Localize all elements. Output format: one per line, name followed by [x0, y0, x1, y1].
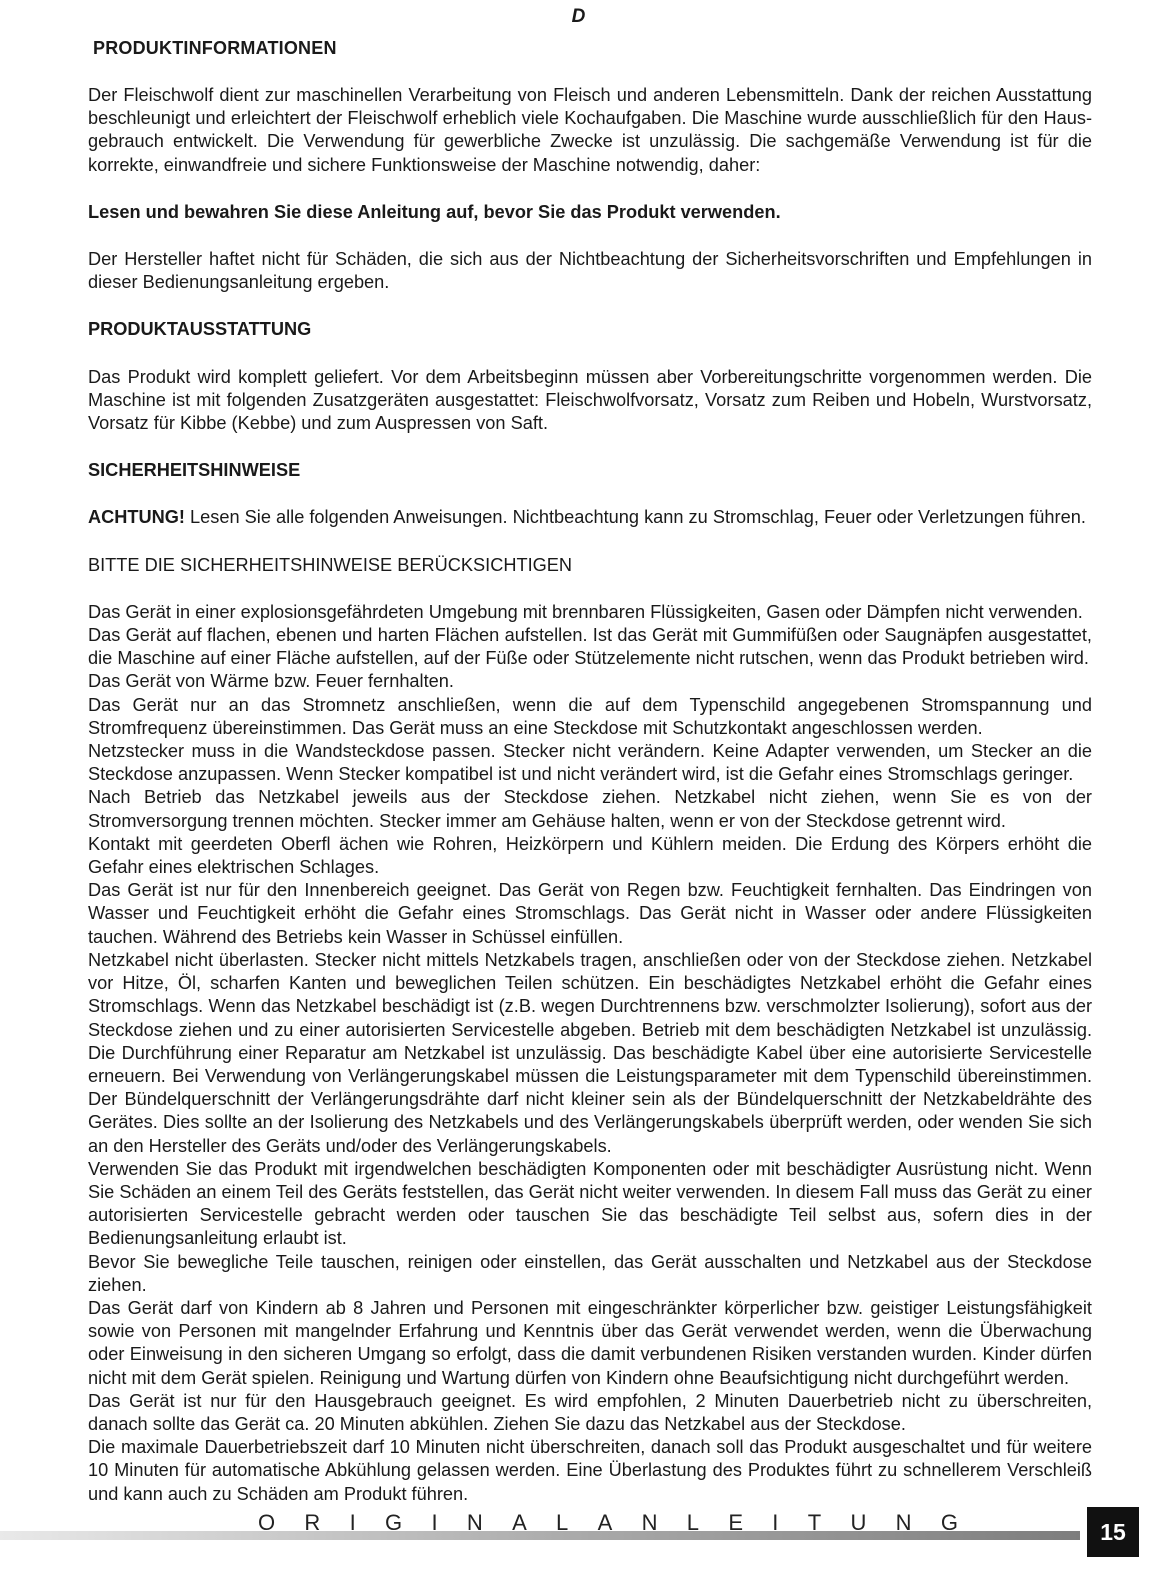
- footer-letter: G: [385, 1510, 403, 1535]
- safety-item: Verwenden Sie das Produkt mit irgendwelchen beschädigten Komponenten oder mit beschädigter Ausrüstung nicht. Wenn Sie Schäden an einem Teil des Geräts feststellen, das Gerät nicht weiter verwenden. In diesem Fall muss das Gerät zu einer autorisierten Servicestelle gebracht werden oder tauschen Sie das beschädigte Teil selbst aus, sofern dies in der Bedienungsanleitung erlaubt ist.: [88, 1158, 1092, 1249]
- footer-letter: I: [431, 1510, 438, 1535]
- language-marker: D: [571, 6, 586, 27]
- safety-item: Netzstecker muss in die Wandsteckdose passen. Stecker nicht verändern. Keine Adapter verwenden, um Stecker an die Steckdose anzupassen. Wenn Stecker kompatibel ist und nicht verändert wird, ist die Gefahr eines Stromschlags geringer.: [88, 741, 1092, 785]
- safety-item: Das Gerät nur an das Stromnetz anschließen, wenn die auf dem Typenschild angegebenen Stromspannung und Stromfrequenz übereinstimmen. Das Gerät muss an eine Steckdose mit Schutzkontakt angeschlossen werden.: [88, 694, 1092, 738]
- safety-item: Das Gerät von Wärme bzw. Feuer fernhalten.: [88, 671, 454, 692]
- footer-letter: N: [466, 1510, 483, 1535]
- page-content: [88, 84, 1092, 1506]
- safety-item: Das Gerät darf von Kindern ab 8 Jahren und Personen mit eingeschränkter körperlicher bzw. geistiger Leistungsfähigkeit sowie von Personen mit mangelnder Erfahrung und Kenntnis über das Gerät verwendet werden, wenn die Überwachung oder Einweisung in den sicheren Umgang so erfolgt, dass die damit verbundenen Risiken verstanden wurden. Kinder dürfen nicht mit dem Gerät spielen. Reinigung und Wartung dürfen von Kindern ohne Beaufsichtigung nicht durchgeführt werden.: [88, 1297, 1092, 1388]
- footer-letter: A: [597, 1510, 613, 1535]
- read-instructions-note: Lesen und bewahren Sie diese Anleitung auf, bevor Sie das Produkt verwenden.: [88, 201, 781, 222]
- warning-text: Lesen Sie alle folgenden Anweisungen. Nichtbeachtung kann zu Stromschlag, Feuer oder Verletzungen führen.: [185, 507, 1086, 528]
- safety-item: Das Gerät ist nur für den Hausgebrauch geeignet. Es wird empfohlen, 2 Minuten Dauerbetrieb nicht zu überschreiten, danach sollte das Gerät ca. 20 Minuten abkühlen. Ziehen Sie dazu das Netzkabel aus der Steckdose.: [88, 1390, 1092, 1434]
- safety-subtitle: BITTE DIE SICHERHEITSHINWEISE BERÜCKSICHTIGEN: [88, 554, 573, 575]
- footer-letter: L: [686, 1510, 700, 1535]
- footer-letter: L: [556, 1510, 569, 1535]
- safety-item: Bevor Sie bewegliche Teile tauschen, reinigen oder einstellen, das Gerät ausschalten und Netzkabel aus der Steckdose ziehen.: [88, 1251, 1092, 1295]
- footer-letter: N: [895, 1510, 912, 1535]
- footer-letter: T: [807, 1510, 822, 1535]
- section-title-product-info: PRODUKTINFORMATIONEN: [93, 38, 337, 58]
- intro-paragraph: Der Fleischwolf dient zur maschinellen Verarbeitung von Fleisch und anderen Lebensmitteln. Dank der reichen Ausstattung beschleunigt und erleichtert der Fleischwolf erheblich viele Kochaufgaben. Die Maschine wurde ausschließlich für den Hausgebrauch entwickelt. Die Verwendung für gewerbliche Zwecke ist unzulässig. Die sachgemäße Verwendung ist für die korrekte, einwandfreie und sichere Funktionsweise der Maschine notwendig, daher:: [88, 85, 1092, 175]
- safety-item: Das Gerät in einer explosionsgefährdeten Umgebung mit brennbaren Flüssigkeiten, Gasen oder Dämpfen nicht verwenden.: [88, 601, 1083, 622]
- footer-letter: A: [512, 1510, 527, 1535]
- footer-letter: I: [772, 1510, 779, 1535]
- footer-letter: N: [641, 1510, 658, 1535]
- safety-item: Nach Betrieb das Netzkabel jeweils aus der Steckdose ziehen. Netzkabel nicht ziehen, wenn Sie es von der Stromversorgung trennen möchten. Stecker immer am Gehäuse halten, wenn er von der Steckdose getrennt wird.: [88, 787, 1092, 831]
- warning-label: ACHTUNG!: [88, 507, 185, 528]
- safety-item: Das Gerät auf flachen, ebenen und harten Flächen aufstellen. Ist das Gerät mit Gummifüßen oder Saugnäpfen ausgestattet, die Maschine auf einer Fläche aufstellen, auf der Füße oder Stützelemente nicht rutschen, wenn das Produkt betrieben wird.: [88, 625, 1092, 669]
- equipment-paragraph: Das Produkt wird komplett geliefert. Vor dem Arbeitsbeginn müssen aber Vorbereitungschritte vorgenommen werden. Die Maschine ist mit folgenden Zusatzgeräten ausgestattet: Fleischwolfvorsatz, Vorsatz zum Reiben und Hobeln, Wurstvorsatz, Vorsatz für Kibbe (Kebbe) und zum Auspressen von Saft.: [88, 366, 1092, 434]
- footer-original-manual: [258, 1510, 958, 1536]
- footer-letter: R: [304, 1510, 321, 1535]
- footer-letter: O: [258, 1510, 276, 1535]
- footer-letter: G: [940, 1510, 958, 1535]
- footer-letter: E: [728, 1510, 743, 1535]
- footer-letter: I: [349, 1510, 356, 1535]
- safety-item: Das Gerät ist nur für den Innenbereich geeignet. Das Gerät von Regen bzw. Feuchtigkeit fernhalten. Das Eindringen von Wasser und Feuchtigkeit erhöht die Gefahr eines Stromschlags. Das Gerät nicht in Wasser oder andere Flüssigkeiten tauchen. Während des Betriebs kein Wasser in Schüssel einfüllen.: [88, 880, 1092, 947]
- warning-paragraph: [88, 506, 1092, 529]
- liability-paragraph: Der Hersteller haftet nicht für Schäden, die sich aus der Nichtbeachtung der Sicherheitsvorschriften und Empfehlungen in dieser Bedienungsanleitung ergeben.: [88, 249, 1092, 293]
- safety-item: Netzkabel nicht überlasten. Stecker nicht mittels Netzkabels tragen, anschließen oder von der Steckdose ziehen. Netzkabel vor Hitze, Öl, scharfen Kanten und beweglichen Teilen schützen. Ein beschädigtes Netzkabel erhöht die Gefahr eines Stromschlags. Wenn das Netzkabel beschädigt ist (z.B. wegen Durchtrennens bzw. verschmolzter Isolierung), sofort aus der Steckdose ziehen und zu einer autorisierten Servicestelle abgeben. Betrieb mit dem beschädigten Netzkabel ist unzulässig. Die Durchführung einer Reparatur am Netzkabel ist unzulässig. Das beschädigte Kabel über eine autorisierte Servicestelle erneuern. Bei Verwendung von Verlängerungskabel müssen die Leistungsparameter mit dem Typenschild übereinstimmen. Der Bündelquerschnitt der Verlängerungsdrähte darf nicht kleiner sein als der Bündelquerschnitt der Netzkabeldrähte des Gerätes. Dies sollte an der Isolierung des Netzkabels und des Verlängerungskabels überprüft werden, oder wenden Sie sich an den Hersteller des Geräts und/oder des Verlängerungskabels.: [88, 949, 1092, 1156]
- safety-item: Kontakt mit geerdeten Oberfl ächen wie Rohren, Heizkörpern und Kühlern meiden. Die Erdung des Körpers erhöht die Gefahr eines elektrischen Schlages.: [88, 833, 1092, 878]
- safety-item: Die maximale Dauerbetriebszeit darf 10 Minuten nicht überschreiten, danach soll das Produkt ausgeschaltet und für weitere 10 Minuten für automatische Abkühlung gelassen werden. Eine Überlastung des Produktes führt zu schnellerem Verschleiß und kann auch zu Schäden am Produkt führen.: [88, 1437, 1092, 1504]
- section-title-safety: SICHERHEITSHINWEISE: [88, 460, 301, 481]
- safety-list: [88, 601, 1092, 1506]
- section-title-equipment: PRODUKTAUSSTATTUNG: [88, 319, 312, 340]
- footer-letter: U: [850, 1510, 867, 1535]
- page-number: 15: [1087, 1507, 1139, 1557]
